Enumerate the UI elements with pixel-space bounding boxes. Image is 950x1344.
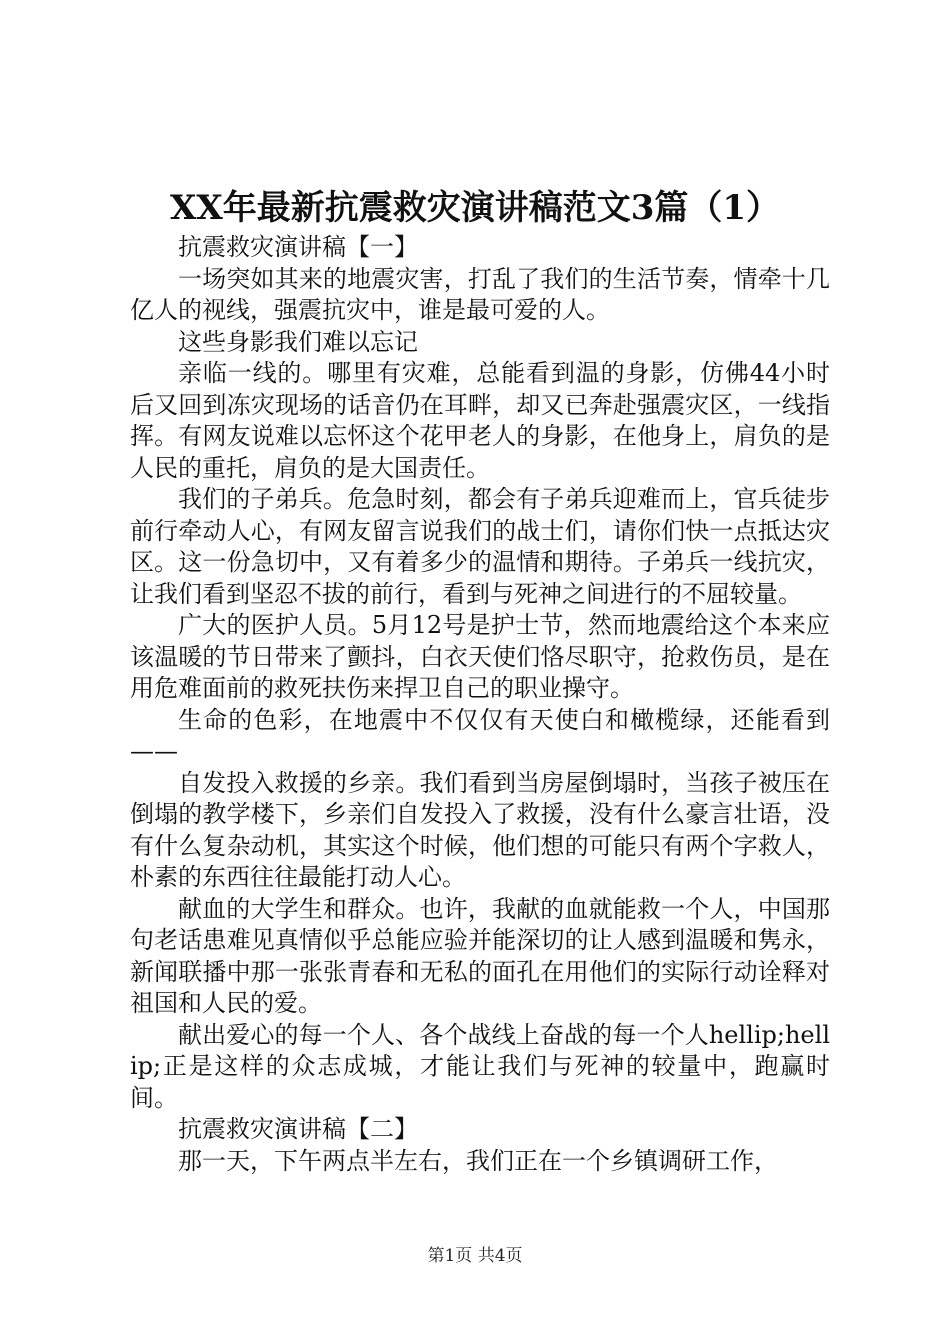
paragraph: 献血的大学生和群众。也许，我献的血就能救一个人，中国那句老话患难见真情似乎总能应验并能深切的让人感到温暖和隽永，新闻联播中那一张张青春和无私的面孔在用他们的实际行动诠释对祖国和人民的爱。 xyxy=(130,894,830,1017)
document-body xyxy=(130,232,830,1177)
section-heading-1: 抗震救灾演讲稿【一】 xyxy=(178,233,418,261)
paragraph: 一场突如其来的地震灾害，打乱了我们的生活节奏，情牵十几亿人的视线，强震抗灾中，谁是最可爱的人。 xyxy=(130,264,830,324)
paragraph: 我们的子弟兵。危急时刻，都会有子弟兵迎难而上，官兵徒步前行牵动人心，有网友留言说我们的战士们，请你们快一点抵达灾区。这一份急切中，又有着多少的温情和期待。子弟兵一线抗灾，让我们看到坚忍不拔的前行，看到与死神之间进行的不屈较量。 xyxy=(130,485,830,608)
page-number-footer: 第1页 共4页 xyxy=(427,1246,523,1266)
paragraph: 广大的医护人员。5月12号是护士节，然而地震给这个本来应该温暖的节日带来了颤抖，白衣天使们恪尽职守，抢救伤员，是在用危难面前的救死扶伤来捍卫自己的职业操守。 xyxy=(130,611,830,702)
paragraph: 自发投入救援的乡亲。我们看到当房屋倒塌时，当孩子被压在倒塌的教学楼下，乡亲们自发投入了救援，没有什么豪言壮语，没有什么复杂动机，其实这个时候，他们想的可能只有两个字救人，朴素的东西往往最能打动人心。 xyxy=(130,768,830,891)
paragraph: 亲临一线的。哪里有灾难，总能看到温的身影，仿佛44小时后又回到冻灾现场的话音仍在耳畔，却又已奔赴强震灾区，一线指挥。有网友说难以忘怀这个花甲老人的身影，在他身上，肩负的是人民的重托，肩负的是大国责任。 xyxy=(130,359,830,482)
section-heading-2: 抗震救灾演讲稿【二】 xyxy=(178,1115,418,1143)
paragraph: 生命的色彩，在地震中不仅仅有天使白和橄榄绿，还能看到—— xyxy=(130,705,830,765)
paragraph: 那一天，下午两点半左右，我们正在一个乡镇调研工作， xyxy=(178,1146,778,1175)
page-title: XX年最新抗震救灾演讲稿范文3篇（1） xyxy=(169,188,781,228)
paragraph: 这些身影我们难以忘记 xyxy=(178,327,418,356)
paragraph: 献出爱心的每一个人、各个战线上奋战的每一个人hellip;hellip;正是这样的众志成城，才能让我们与死神的较量中，跑赢时间。 xyxy=(130,1020,830,1112)
